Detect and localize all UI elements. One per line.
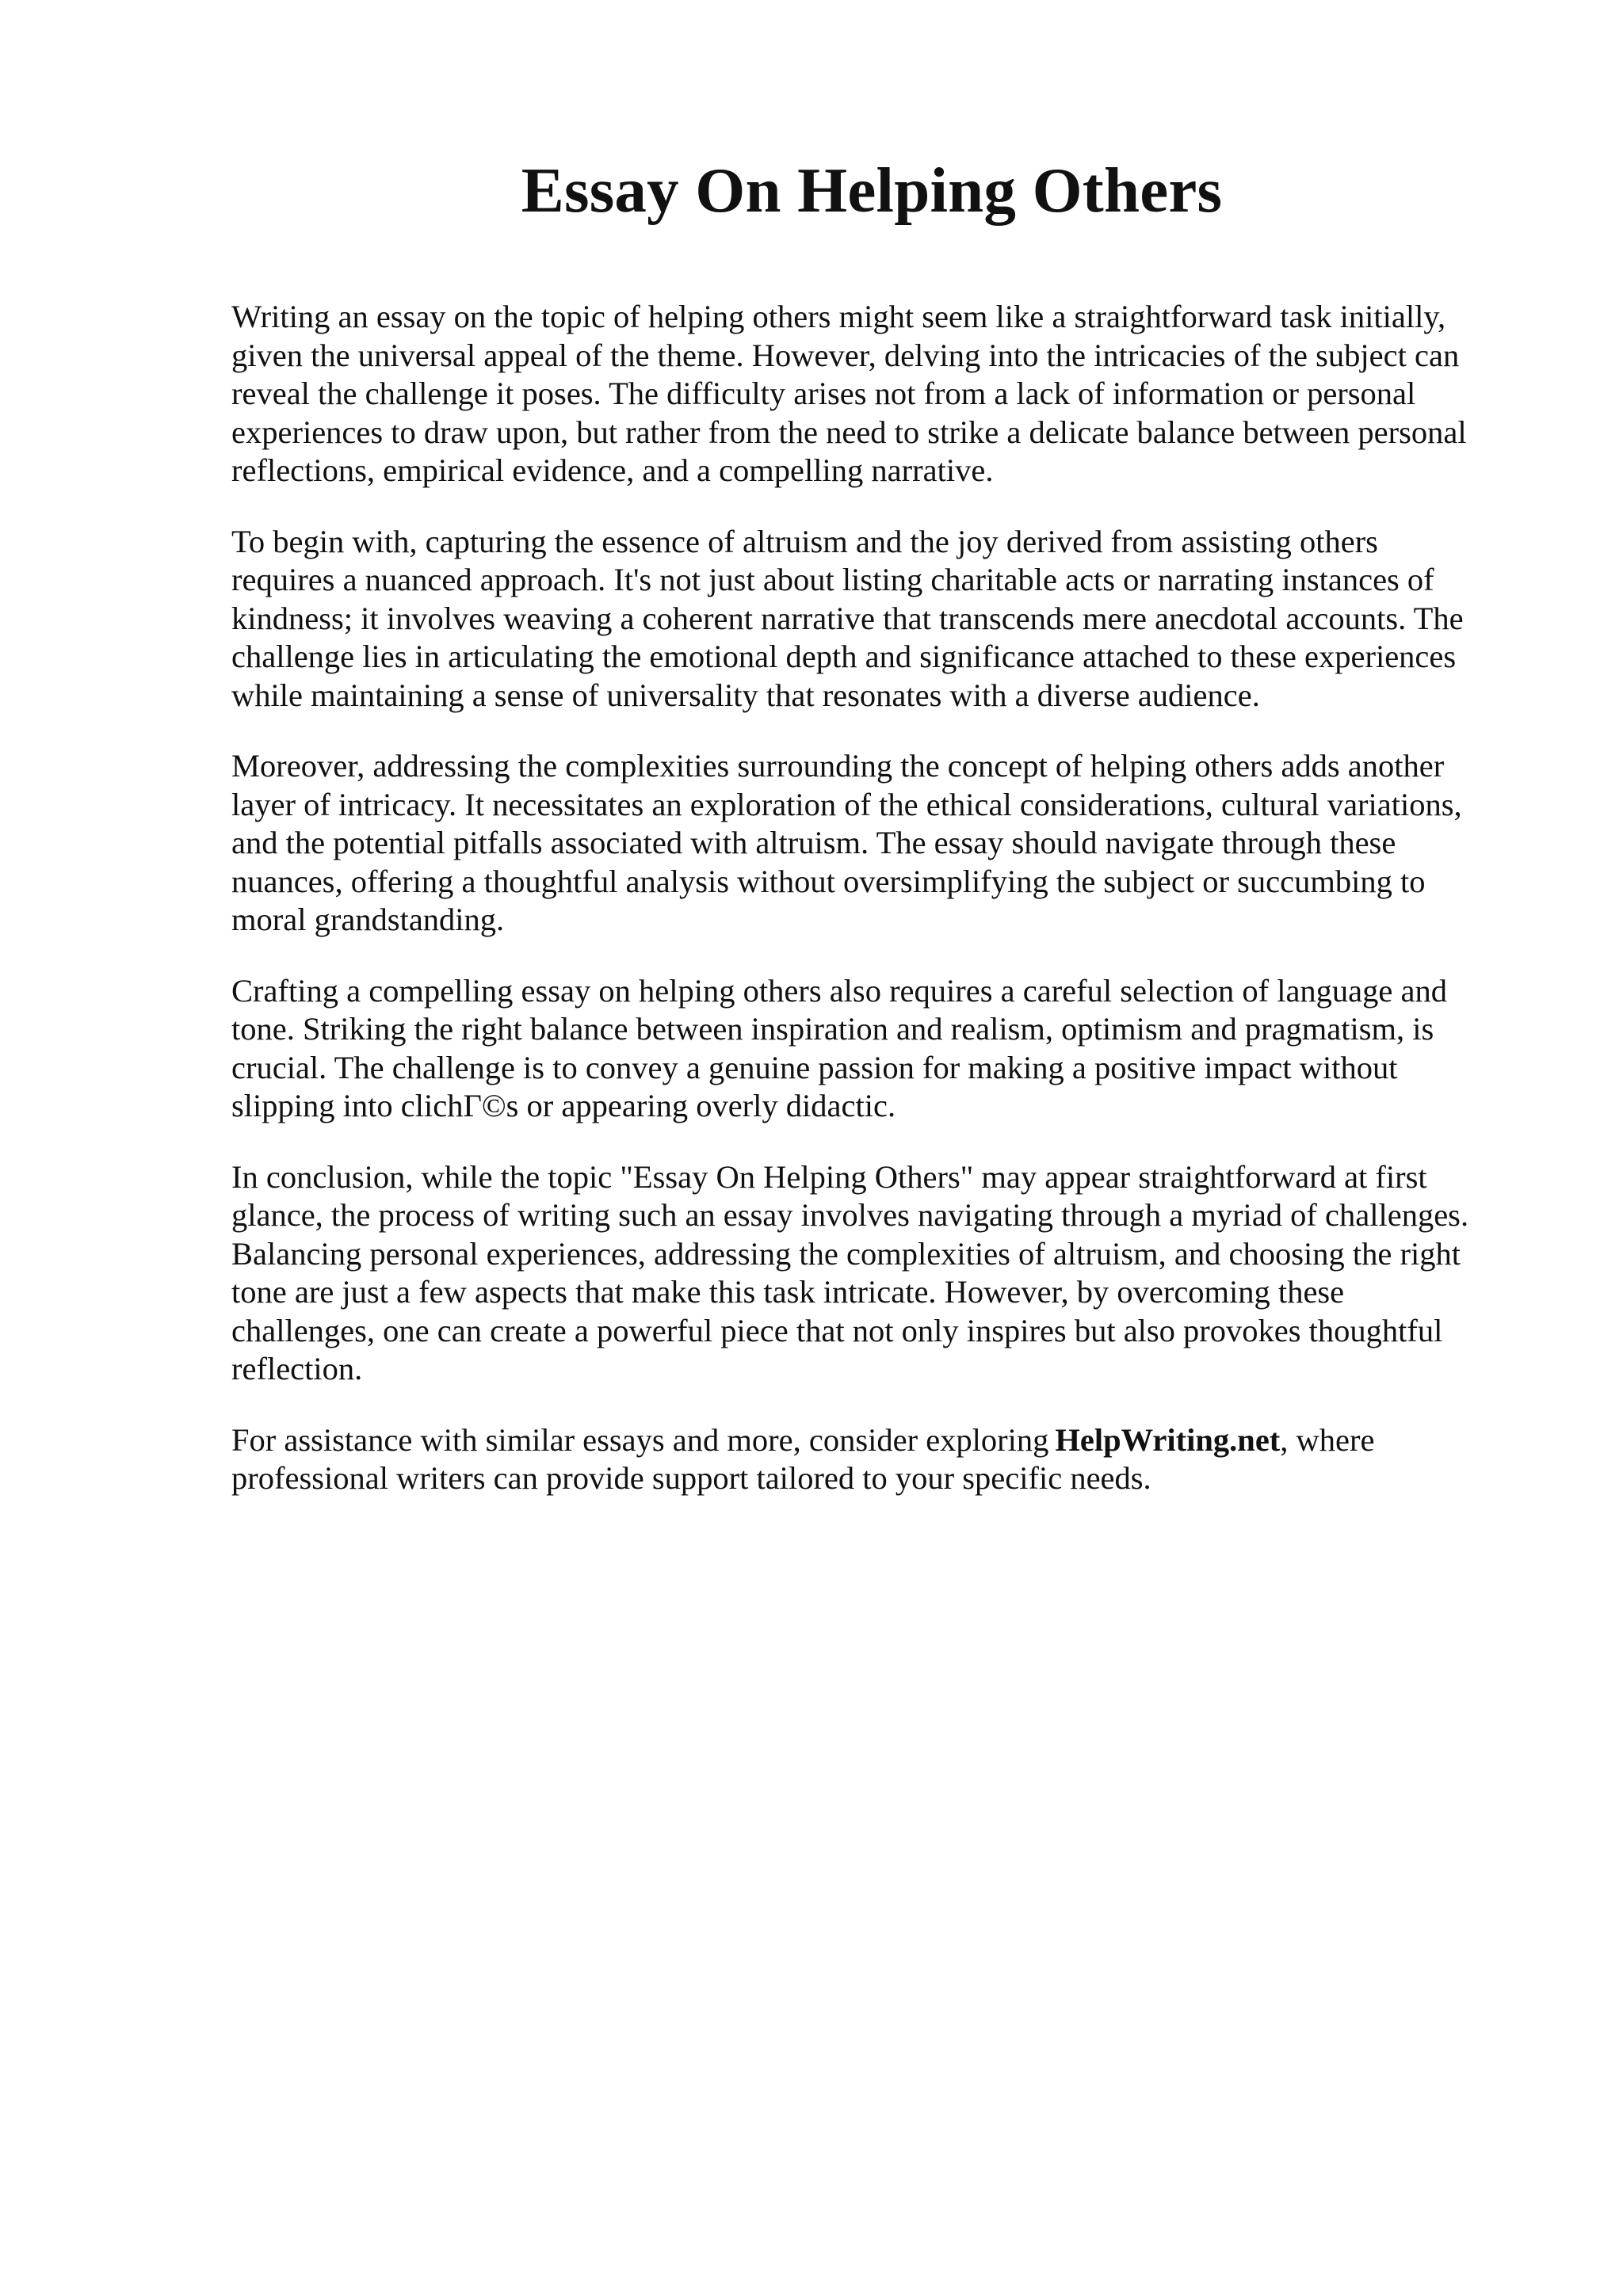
paragraph-3 bbox=[231, 747, 1531, 940]
text-line: crucial. The challenge is to convey a genuine passion for making a positive impact without bbox=[231, 1049, 1398, 1085]
text-line: reflection. bbox=[231, 1351, 363, 1386]
paragraph-2 bbox=[231, 523, 1531, 715]
text-line: nuances, offering a thoughtful analysis without oversimplifying the subject or succumbing to bbox=[231, 863, 1426, 899]
text-line: professional writers can provide support tailored to your specific needs. bbox=[231, 1460, 1151, 1496]
text-line: tone. Striking the right balance between inspiration and realism, optimism and pragmatism, is bbox=[231, 1011, 1434, 1047]
text-line: reveal the challenge it poses. The difficulty arises not from a lack of information or personal bbox=[231, 376, 1416, 411]
text-line: while maintaining a sense of universality that resonates with a diverse audience. bbox=[231, 677, 1260, 713]
text-line: Crafting a compelling essay on helping others also requires a careful selection of language and bbox=[231, 972, 1447, 1009]
text-line: challenge lies in articulating the emotional depth and significance attached to these experiences bbox=[231, 639, 1457, 674]
text-line: and the potential pitfalls associated with altruism. The essay should navigate through these bbox=[231, 825, 1396, 860]
text-line: Writing an essay on the topic of helping others might seem like a straightforward task initially, bbox=[231, 299, 1446, 334]
paragraph-4 bbox=[231, 972, 1531, 1126]
text-line: glance, the process of writing such an essay involves navigating through a myriad of challenges. bbox=[231, 1197, 1469, 1233]
text-line: tone are just a few aspects that make this task intricate. However, by overcoming these bbox=[231, 1274, 1345, 1310]
text-line: moral grandstanding. bbox=[231, 902, 505, 937]
document-title: Essay On Helping Others bbox=[521, 154, 1223, 226]
text-line: challenges, one can create a powerful piece that not only inspires but also provokes thoughtful bbox=[231, 1312, 1443, 1348]
closing-text-after-link: , where bbox=[1280, 1421, 1375, 1458]
text-line: requires a nuanced approach. It's not just about listing charitable acts or narrating instances of bbox=[231, 562, 1434, 597]
text-line: layer of intricacy. It necessitates an exploration of the ethical considerations, cultural variations, bbox=[231, 786, 1462, 822]
text-line: Moreover, addressing the complexities surrounding the concept of helping others adds another bbox=[231, 748, 1445, 784]
text-line: kindness; it involves weaving a coherent narrative that transcends mere anecdotal accounts. The bbox=[231, 600, 1464, 636]
text-line: experiences to draw upon, but rather from the need to strike a delicate balance between personal bbox=[231, 414, 1467, 450]
text-line: slipping into clichГ©s or appearing overly didactic. bbox=[231, 1088, 896, 1123]
helpwriting-link[interactable]: HelpWriting.net bbox=[1055, 1421, 1281, 1458]
closing-text-before-link: For assistance with similar essays and more, consider exploring bbox=[231, 1421, 1049, 1458]
text-line: reflections, empirical evidence, and a compelling narrative. bbox=[231, 452, 994, 488]
paragraph-1 bbox=[231, 298, 1531, 490]
text-line: To begin with, capturing the essence of altruism and the joy derived from assisting others bbox=[231, 523, 1378, 559]
text-line: Balancing personal experiences, addressing the complexities of altruism, and choosing the right bbox=[231, 1235, 1461, 1272]
document-body bbox=[231, 298, 1531, 1531]
text-line: given the universal appeal of the theme. However, delving into the intricacies of the subject can bbox=[231, 337, 1460, 373]
text-line: In conclusion, while the topic "Essay On Helping Others" may appear straightforward at first bbox=[231, 1158, 1427, 1195]
paragraph-5 bbox=[231, 1158, 1531, 1389]
text-line bbox=[231, 1421, 1531, 1460]
closing-paragraph bbox=[231, 1421, 1531, 1498]
